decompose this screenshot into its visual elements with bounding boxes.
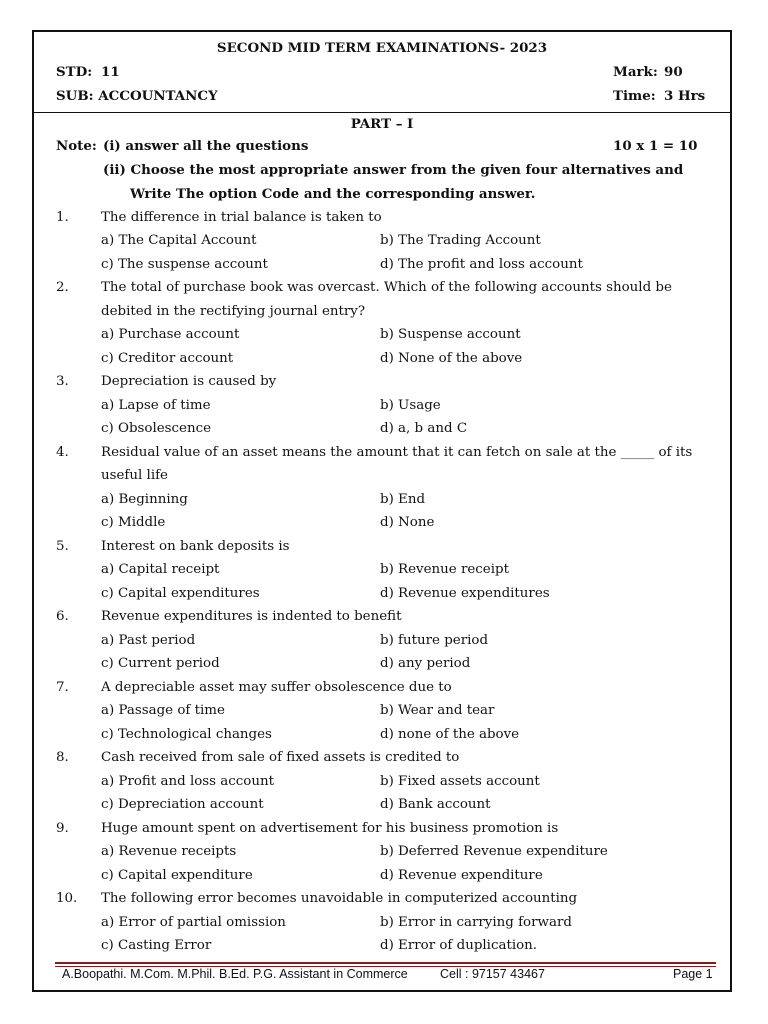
option-c: c) Capital expenditure <box>101 867 253 883</box>
option-c: c) Technological changes <box>101 726 272 742</box>
footer-author: A.Boopathi. M.Com. M.Phil. B.Ed. P.G. Assistant in Commerce <box>62 967 408 981</box>
part-heading: PART – I <box>350 116 414 132</box>
option-c: c) Capital expenditures <box>101 585 260 601</box>
question-number: 1. <box>56 209 69 225</box>
question-number: 9. <box>56 820 69 836</box>
option-b: b) End <box>380 491 426 507</box>
option-b: b) The Trading Account <box>380 233 541 248</box>
option-b: b) Suspense account <box>380 327 521 342</box>
option-a: a) Profit and loss account <box>101 773 274 789</box>
option-b: b) Error in carrying forward <box>380 914 572 930</box>
option-c: c) Creditor account <box>101 350 234 366</box>
note-label: Note: <box>56 138 97 154</box>
option-b: b) Wear and tear <box>380 703 495 718</box>
option-a: a) Lapse of time <box>101 397 211 413</box>
option-d: d) None <box>380 515 435 530</box>
time-value: 3 Hrs <box>664 88 706 104</box>
option-b: b) Revenue receipt <box>380 562 509 577</box>
option-b: b) Deferred Revenue expenditure <box>380 844 608 859</box>
option-c: c) Current period <box>101 656 220 671</box>
question-text: The difference in trial balance is taken to <box>101 209 382 225</box>
question-number: 4. <box>56 444 69 460</box>
mark-label: Mark: <box>613 64 658 80</box>
question-text: Huge amount spent on advertisement for his business promotion is <box>101 820 559 836</box>
option-d: d) none of the above <box>380 726 520 742</box>
question-number: 10. <box>56 891 78 906</box>
option-b: b) future period <box>380 632 489 648</box>
question-number: 7. <box>56 679 69 695</box>
option-d: d) Bank account <box>380 797 491 812</box>
question-number: 2. <box>56 280 69 295</box>
time-label: Time: <box>613 88 656 104</box>
question-number: 3. <box>56 374 69 389</box>
question-text: useful life <box>101 468 168 483</box>
footer-cell: Cell : 97157 43467 <box>440 967 545 981</box>
question-text: A depreciable asset may suffer obsolescence due to <box>101 679 452 695</box>
question-text: Residual value of an asset means the amount that it can fetch on sale at the _____ of its <box>101 444 693 460</box>
mark-value: 90 <box>664 64 683 80</box>
option-a: a) Error of partial omission <box>101 914 286 930</box>
question-number: 8. <box>56 750 69 765</box>
option-c: c) Depreciation account <box>101 797 264 812</box>
question-number: 5. <box>56 538 69 554</box>
option-d: d) any period <box>380 656 471 671</box>
header-divider <box>32 112 732 113</box>
note-line-1: (i) answer all the questions <box>103 138 309 154</box>
option-a: a) Revenue receipts <box>101 844 237 859</box>
option-c: c) Obsolescence <box>101 421 212 436</box>
footer-rule <box>55 962 716 964</box>
option-a: a) Passage of time <box>101 703 225 718</box>
question-text: debited in the rectifying journal entry? <box>101 303 366 319</box>
subject-label: SUB: ACCOUNTANCY <box>56 88 218 104</box>
option-a: a) The Capital Account <box>101 233 257 248</box>
question-text: Interest on bank deposits is <box>101 538 290 554</box>
option-c: c) The suspense account <box>101 256 268 272</box>
option-d: d) Revenue expenditure <box>380 867 543 883</box>
question-text: The total of purchase book was overcast. Which of the following accounts should be <box>101 280 672 295</box>
std-label: STD: <box>56 64 93 80</box>
option-d: d) a, b and C <box>380 421 468 436</box>
option-d: d) Revenue expenditures <box>380 585 550 601</box>
note-line-3: Write The option Code and the corresponding answer. <box>130 186 536 202</box>
question-text: Depreciation is caused by <box>101 374 277 389</box>
std-value: 11 <box>101 64 120 80</box>
question-text: Cash received from sale of fixed assets is credited to <box>101 750 460 765</box>
option-d: d) None of the above <box>380 350 523 366</box>
option-a: a) Capital receipt <box>101 562 220 577</box>
note-line-2: (ii) Choose the most appropriate answer from the given four alternatives and <box>103 162 684 178</box>
question-text: The following error becomes unavoidable in computerized accounting <box>101 891 578 906</box>
exam-title: SECOND MID TERM EXAMINATIONS- 2023 <box>216 40 548 56</box>
marks-summary: 10 x 1 = 10 <box>613 138 698 154</box>
option-b: b) Usage <box>380 397 441 413</box>
option-c: c) Middle <box>101 515 166 530</box>
question-text: Revenue expenditures is indented to benefit <box>101 609 402 624</box>
option-d: d) The profit and loss account <box>380 256 583 272</box>
option-d: d) Error of duplication. <box>380 938 538 953</box>
footer-page-number: Page 1 <box>673 967 713 981</box>
option-b: b) Fixed assets account <box>380 773 540 789</box>
option-a: a) Past period <box>101 632 196 648</box>
option-a: a) Beginning <box>101 491 188 507</box>
question-number: 6. <box>56 609 69 624</box>
option-c: c) Casting Error <box>101 938 212 953</box>
option-a: a) Purchase account <box>101 327 240 342</box>
